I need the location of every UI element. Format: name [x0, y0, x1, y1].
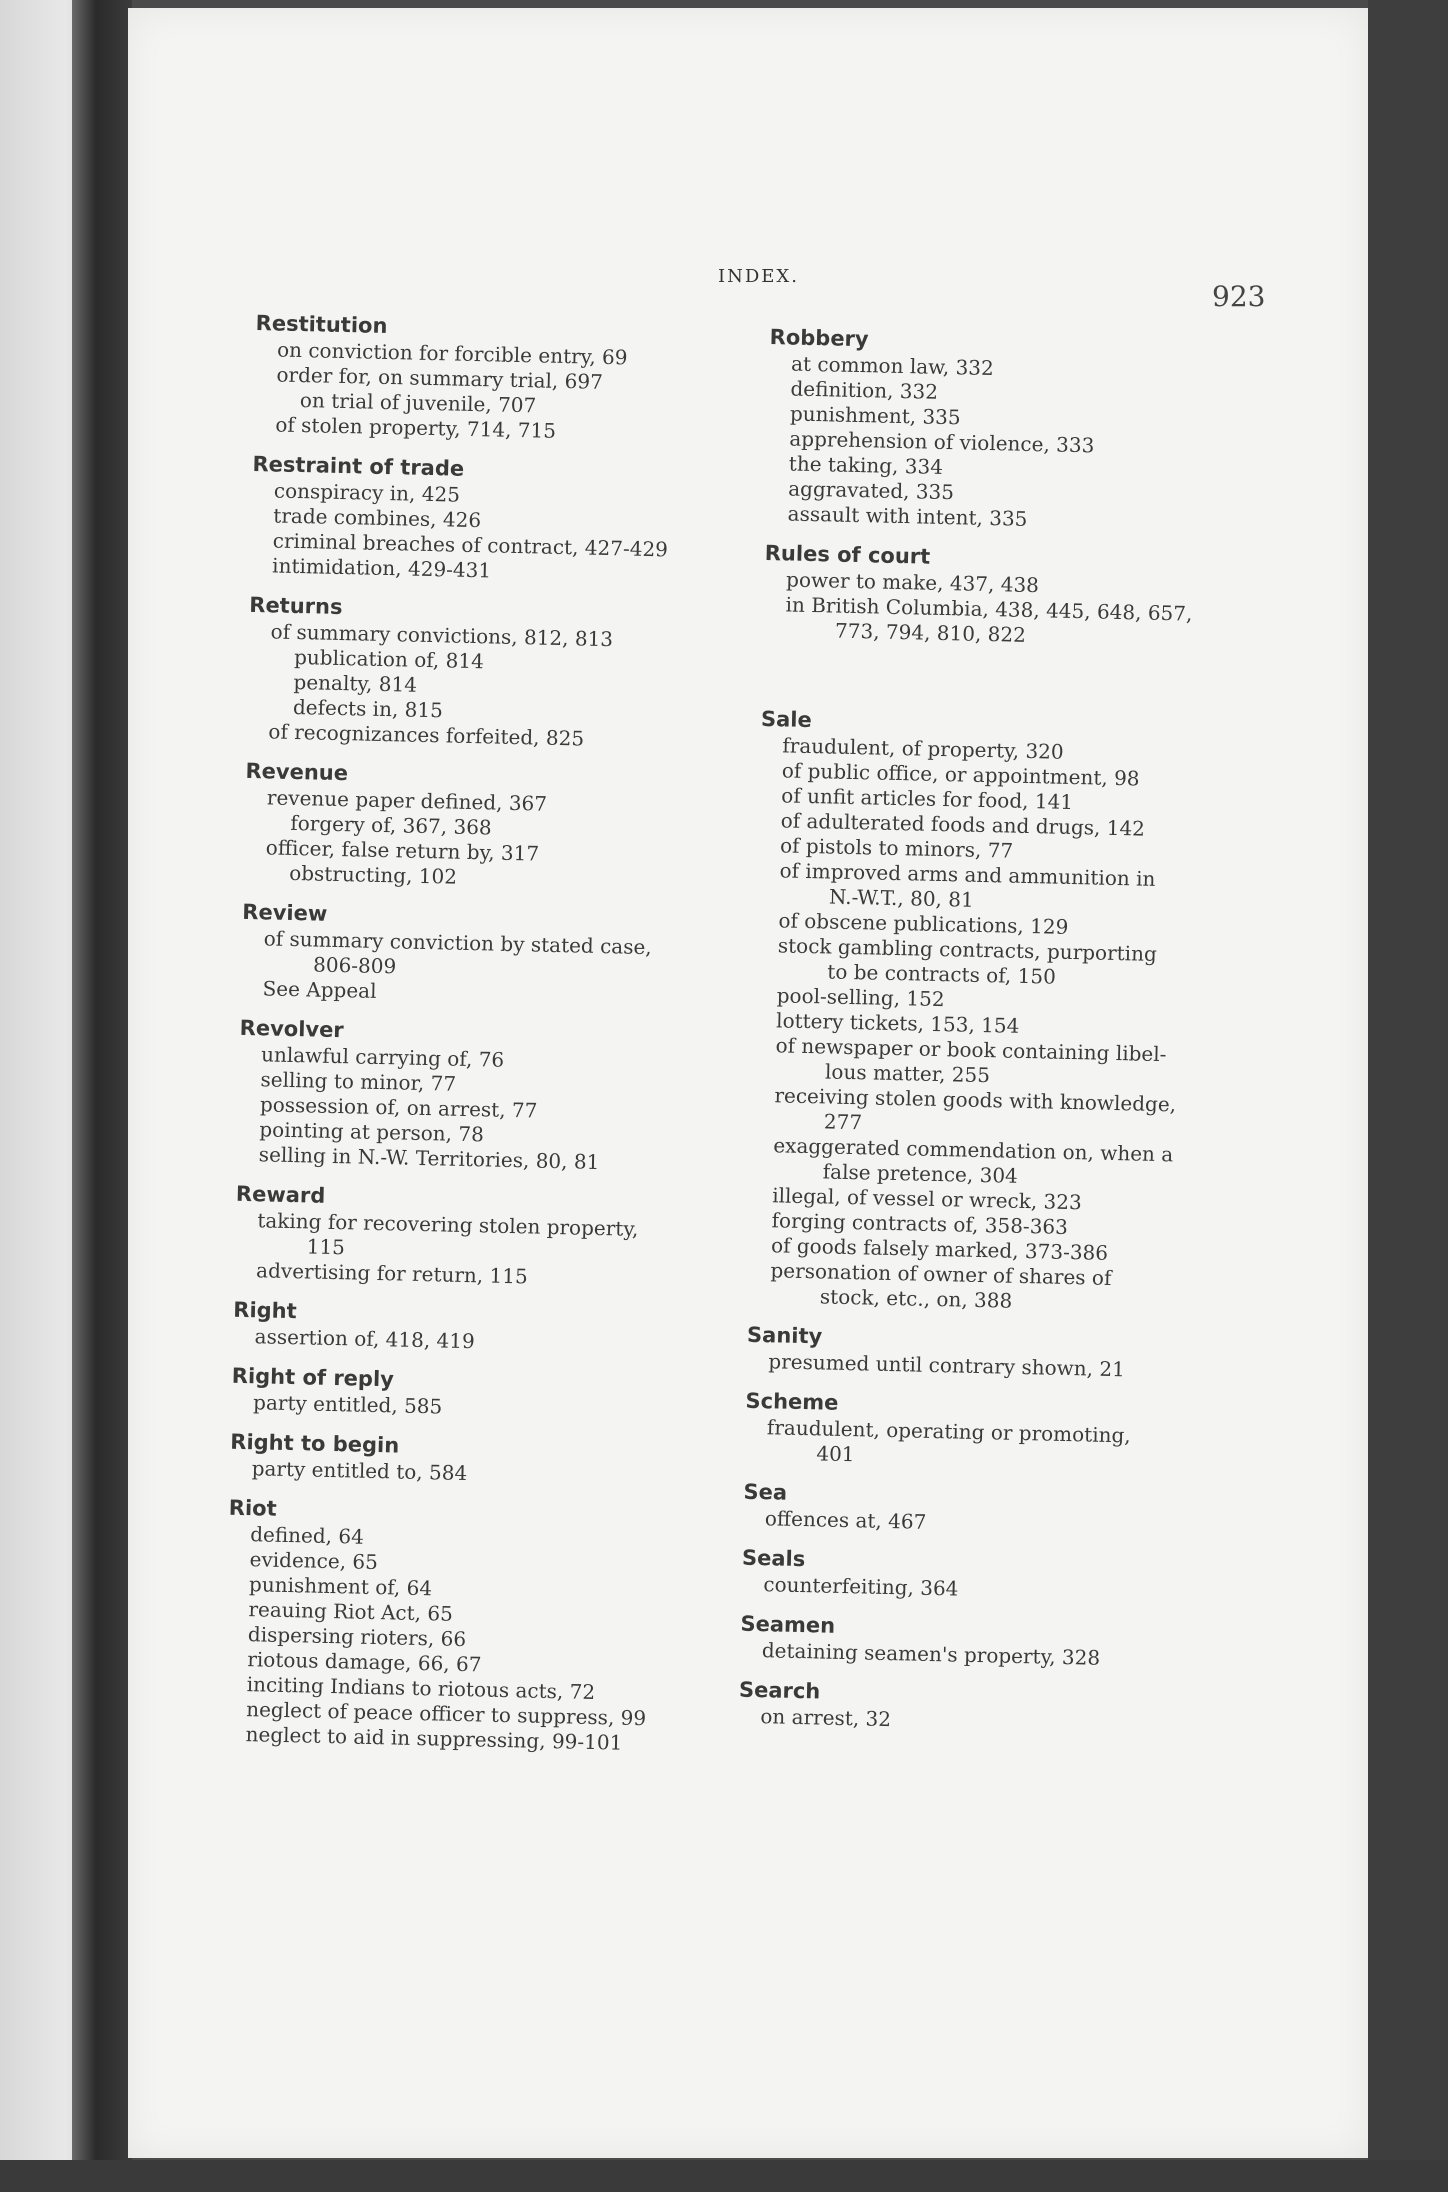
index-entry — [240, 899, 762, 1013]
index-heading: Scheme — [745, 1388, 839, 1415]
index-subentry: taking for recovering stolen property, — [257, 1208, 639, 1241]
index-subentry: advertising for return, 115 — [255, 1258, 528, 1289]
index-heading: Search — [738, 1677, 821, 1704]
index-heading: Revolver — [239, 1015, 344, 1043]
index-heading: Rules of court — [764, 540, 931, 569]
index-subentry: of summary conviction by stated case, — [263, 926, 652, 960]
index-entry — [229, 1429, 750, 1493]
index-subentry: 115 — [306, 1234, 346, 1260]
index-heading: Seals — [741, 1545, 806, 1572]
index-entry — [250, 451, 773, 590]
index-entry — [234, 1181, 756, 1295]
index-subentry: forgery of, 367, 368 — [290, 810, 492, 840]
index-subentry: forging contracts of, 358-363 — [771, 1208, 1069, 1239]
index-entry — [232, 1297, 753, 1361]
index-entry — [744, 1388, 1266, 1477]
index-subentry: of obscene publications, 129 — [778, 908, 1069, 939]
index-entry — [738, 1677, 1259, 1741]
background-bottom — [0, 2160, 1448, 2192]
index-subentry: in British Columbia, 438, 445, 648, 657, — [785, 592, 1193, 626]
index-heading: Review — [242, 899, 328, 926]
index-subentry: selling to minor, 77 — [260, 1067, 457, 1096]
index-subentry: of newspaper or book containing libel- — [775, 1033, 1167, 1067]
page-number: 923 — [1212, 280, 1266, 313]
index-column-left — [223, 310, 776, 1772]
index-subentry: stock gambling contracts, purporting — [777, 933, 1158, 966]
index-subentry: neglect of peace officer to suppress, 99 — [245, 1697, 647, 1731]
index-subentry: assertion of, 418, 419 — [254, 1324, 476, 1354]
index-subentry: offences at, 467 — [764, 1506, 927, 1534]
index-subentry: of stolen property, 714, 715 — [275, 412, 557, 443]
index-heading: Riot — [228, 1495, 277, 1521]
index-subentry: reauing Riot Act, 65 — [248, 1597, 454, 1626]
index-subentry: counterfeiting, 364 — [763, 1572, 959, 1601]
index-subentry: stock, etc., on, 388 — [819, 1284, 1013, 1313]
index-subentry: false pretence, 304 — [822, 1159, 1019, 1188]
running-head: INDEX. — [718, 266, 799, 287]
index-subentry: conspiracy in, 425 — [273, 478, 461, 507]
index-entry — [231, 1363, 752, 1427]
index-heading: Right of reply — [231, 1363, 395, 1392]
index-subentry: illegal, of vessel or wreck, 323 — [771, 1183, 1083, 1215]
index-subentry: 806-809 — [312, 952, 397, 979]
index-entry — [243, 758, 766, 897]
index-subentry: personation of owner of shares of — [770, 1258, 1112, 1290]
index-entry — [748, 706, 1282, 1320]
index-subentry: the taking, 334 — [788, 451, 944, 479]
index-subentry: penalty, 814 — [293, 669, 418, 697]
index-subentry: obstructing, 102 — [288, 860, 458, 889]
index-subentry: trade combines, 426 — [273, 503, 482, 533]
index-entry — [253, 310, 776, 449]
index-heading: Restraint of trade — [252, 451, 465, 481]
index-entry — [246, 592, 769, 756]
index-subentry: See Appeal — [262, 976, 377, 1003]
index-subentry: party entitled to, 584 — [251, 1456, 468, 1486]
index-heading: Reward — [235, 1181, 326, 1208]
index-entry — [237, 1015, 760, 1179]
index-subentry: pool-selling, 152 — [776, 983, 945, 1012]
index-heading: Seamen — [740, 1611, 836, 1638]
index-heading: Right to begin — [230, 1429, 400, 1458]
index-subentry: at common law, 332 — [790, 351, 995, 381]
index-entry — [763, 540, 1285, 654]
index-heading: Restitution — [255, 310, 388, 338]
index-heading: Sale — [760, 706, 813, 733]
index-subentry: definition, 332 — [790, 376, 939, 404]
index-subentry: pointing at person, 78 — [259, 1117, 485, 1147]
index-subentry: inciting Indians to riotous acts, 72 — [246, 1672, 596, 1705]
index-subentry: power to make, 437, 438 — [785, 567, 1040, 598]
background-right — [1368, 0, 1448, 2192]
index-subentry: party entitled, 585 — [252, 1390, 443, 1419]
index-subentry: punishment, 335 — [789, 401, 961, 430]
index-subentry: presumed until contrary shown, 21 — [768, 1349, 1126, 1382]
index-subentry: 401 — [816, 1441, 855, 1467]
index-entry — [741, 1545, 1262, 1609]
index-subentry: publication of, 814 — [293, 644, 485, 674]
index-subentry: detaining seamen's property, 328 — [761, 1638, 1101, 1670]
index-subentry: selling in N.-W. Territories, 80, 81 — [258, 1142, 600, 1175]
index-subentry: evidence, 65 — [249, 1547, 379, 1575]
index-subentry: of recognizances forfeited, 825 — [268, 719, 585, 751]
index-subentry: riotous damage, 66, 67 — [247, 1647, 482, 1677]
index-subentry: neglect to aid in suppressing, 99-101 — [245, 1722, 623, 1755]
index-heading: Sanity — [746, 1322, 823, 1349]
index-heading: Returns — [249, 592, 343, 620]
index-subentry: on conviction for forcible entry, 69 — [276, 337, 628, 370]
index-subentry: to be contracts of, 150 — [827, 959, 1057, 989]
index-subentry: intimidation, 429-431 — [271, 553, 492, 583]
index-subentry: punishment of, 64 — [248, 1572, 433, 1601]
index-subentry: N.-W.T., 80, 81 — [828, 884, 975, 912]
index-heading: Revenue — [245, 758, 349, 786]
index-subentry: on arrest, 32 — [760, 1704, 892, 1732]
book-gutter — [72, 0, 132, 2192]
index-subentry: of adulterated foods and drugs, 142 — [780, 808, 1146, 841]
index-subentry: of summary convictions, 812, 813 — [270, 619, 614, 652]
index-column-right — [738, 324, 1290, 1754]
index-subentry: revenue paper defined, 367 — [266, 785, 548, 816]
index-subentry: criminal breaches of contract, 427-429 — [272, 528, 669, 562]
index-subentry: dispersing rioters, 66 — [247, 1622, 467, 1652]
index-subentry: receiving stolen goods with knowledge, — [774, 1083, 1177, 1117]
index-entry — [740, 1611, 1261, 1675]
index-subentry: unlawful carrying of, 76 — [260, 1042, 505, 1072]
index-subentry: of pistols to minors, 77 — [779, 833, 1014, 863]
index-subentry: fraudulent, operating or promoting, — [766, 1415, 1131, 1448]
index-subentry: aggravated, 335 — [788, 476, 955, 505]
index-heading: Sea — [743, 1479, 788, 1505]
index-subentry: 277 — [823, 1109, 863, 1135]
index-subentry: of public office, or appointment, 98 — [781, 758, 1140, 791]
index-subentry: order for, on summary trial, 697 — [276, 362, 604, 394]
index-heading: Right — [233, 1297, 297, 1324]
index-subentry: defects in, 815 — [292, 694, 444, 723]
index-entry — [765, 324, 1289, 538]
index-subentry: lous matter, 255 — [824, 1059, 991, 1088]
index-entry — [743, 1479, 1264, 1543]
index-subentry: lottery tickets, 153, 154 — [775, 1008, 1020, 1038]
index-subentry: defined, 64 — [249, 1522, 365, 1549]
index-subentry: apprehension of violence, 333 — [789, 426, 1095, 458]
index-subentry: assault with intent, 335 — [787, 501, 1028, 531]
index-subentry: on trial of juvenile, 707 — [299, 388, 537, 418]
index-subentry: exaggerated commendation on, when a — [773, 1133, 1174, 1167]
index-subentry: of unfit articles for food, 141 — [781, 783, 1074, 814]
index-subentry: possession of, on arrest, 77 — [259, 1092, 538, 1123]
index-subentry: of improved arms and ammunition in — [779, 858, 1156, 891]
index-heading: Robbery — [769, 324, 869, 352]
index-entry — [746, 1322, 1267, 1386]
index-subentry: fraudulent, of property, 320 — [782, 733, 1064, 764]
index-subentry: officer, false return by, 317 — [265, 835, 540, 866]
index-subentry: 773, 794, 810, 822 — [834, 618, 1027, 647]
index-entry — [223, 1495, 749, 1759]
index-subentry: of goods falsely marked, 373-386 — [770, 1233, 1109, 1265]
